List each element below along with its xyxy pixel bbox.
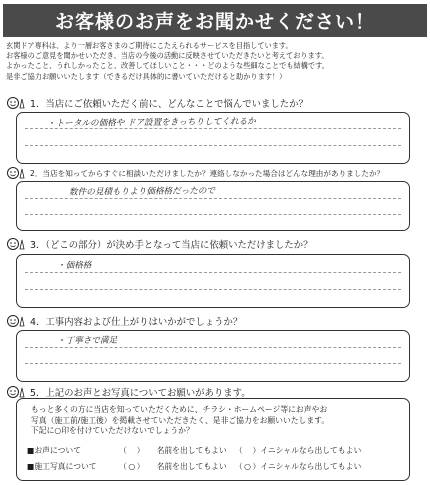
smiley-face-icon <box>6 166 28 180</box>
divider <box>25 214 401 215</box>
answer-box-3[interactable] <box>16 254 410 308</box>
question-5 <box>6 385 251 399</box>
question-5-label: 5．上記のお声とお写真についてお願いがあります。 <box>30 388 251 399</box>
answer-2-text: 数件の見積もりより価格格だったので <box>68 186 216 198</box>
voice-opt2-label: イニシャルなら出してもよい <box>260 446 362 455</box>
answer-box-4[interactable] <box>16 330 410 382</box>
request-line: 写真（施工前/施工後）を掲載させていただきたく、是非ご協力をお願いいたします。 <box>31 415 330 425</box>
divider <box>25 347 401 348</box>
page-title-text: お客様のお声をお聞かせください！ <box>54 11 375 33</box>
divider <box>25 198 401 199</box>
photo-option-initial[interactable]: （ ○ ） <box>234 462 261 471</box>
voice-option-initial[interactable]: （ ） <box>234 446 261 455</box>
divider <box>25 272 401 273</box>
question-3-label: 3．（どこの部分）が決め手となって当店に依頼いただけましたか？ <box>30 240 313 251</box>
photo-opt1-label: 名前を出してもよい <box>156 462 227 471</box>
voice-option-name[interactable]: （ ） <box>119 446 145 455</box>
intro-line: お客様のご意見を聞かせいただき、当店の今後の活動に反映させていただきたいと考えております。 <box>6 51 329 61</box>
intro-text <box>6 41 426 82</box>
smiley-face-icon <box>6 314 28 328</box>
answer-box-1[interactable] <box>16 112 410 164</box>
voice-opt1-label: 名前を出してもよい <box>156 446 227 455</box>
smiley-face-icon <box>6 237 28 251</box>
divider <box>25 145 401 146</box>
intro-line: 是非ご協力お願いいたします（できるだけ具体的に書いていただけると助かります！） <box>6 71 287 81</box>
answer-3-text: ・価格格 <box>56 260 92 272</box>
answer-4-text: ・丁寧さで満足 <box>56 335 118 347</box>
voice-permission-row <box>27 445 361 456</box>
question-1-label: 1．当店にご依頼いただく前に、どんなことで悩んでいましたか？ <box>30 99 308 110</box>
page-title <box>3 4 427 37</box>
question-2-label: 2．当店を知ってからすぐに相談いただけましたか？連絡しなかった場合はどんな理由がありましたか？ <box>30 168 385 178</box>
request-text <box>31 405 329 437</box>
answer-1-text: ・トータルの価格や ドア設置をきっちりしてくれるか <box>46 116 256 130</box>
divider <box>25 363 401 364</box>
intro-line: 玄関ドア専科は、より一層お客さまのご期待にこたえられるサービスを目指しています。 <box>6 41 293 50</box>
smiley-face-icon <box>6 96 28 110</box>
photo-mark-2: ○ <box>244 462 251 471</box>
intro-line: よかったこと、うれしかったこと、改善してほしいこと・・・どのような些細なことでも結構です。 <box>6 61 329 71</box>
question-3 <box>6 237 313 251</box>
question-1 <box>6 96 308 110</box>
photo-opt2-label: イニシャルなら出してもよい <box>260 462 362 471</box>
photo-label: ■施工写真について <box>27 462 97 471</box>
voice-label: ■お声について <box>27 446 81 455</box>
answer-box-2[interactable] <box>16 181 410 231</box>
photo-mark-1: ○ <box>128 462 136 471</box>
question-4 <box>6 314 242 328</box>
question-2 <box>6 166 384 180</box>
divider <box>25 289 401 290</box>
photo-option-name[interactable]: （ ○ ） <box>119 462 145 471</box>
smiley-face-icon <box>6 385 28 399</box>
request-line: 下記に○印を付けていただけないでしょうか？ <box>31 426 194 436</box>
photo-permission-row <box>27 461 361 472</box>
question-4-label: 4．工事内容および仕上がりはいかがでしょうか？ <box>30 317 243 328</box>
request-line: もっと多くの方に当店を知っていただくために、チラシ・ホームページ等にお声やお <box>31 405 328 414</box>
photo-permission-box <box>16 398 410 481</box>
